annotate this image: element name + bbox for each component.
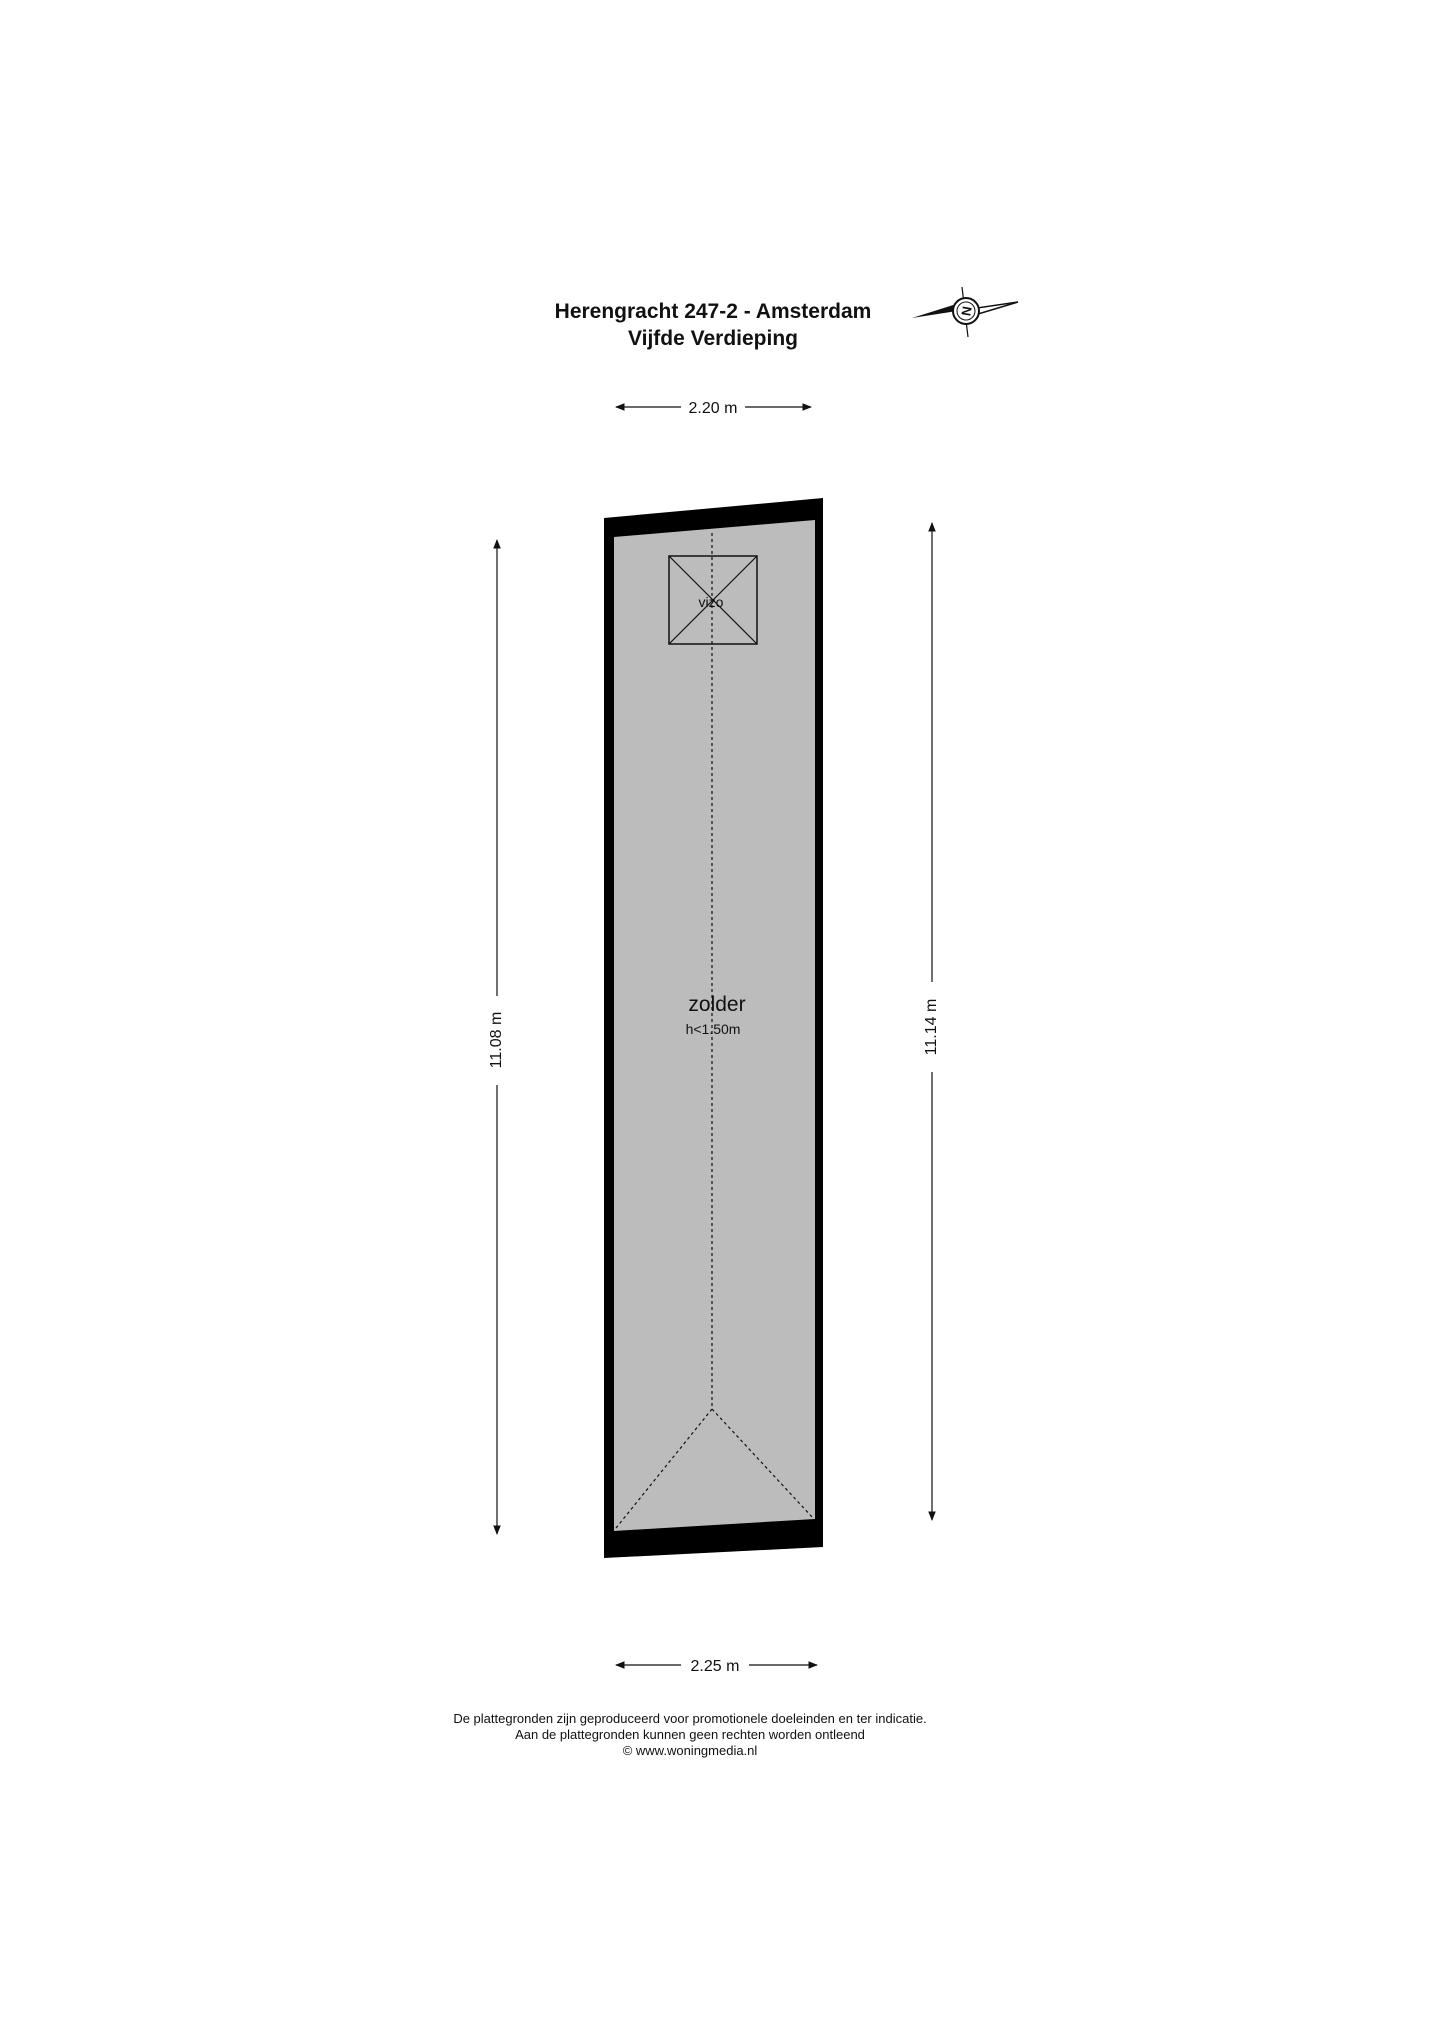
address-title: Herengracht 247-2 - Amsterdam bbox=[554, 300, 872, 323]
dimension-left-label: 11.08 m bbox=[488, 1011, 506, 1069]
dimension-top-label: 2.20 m bbox=[688, 400, 738, 417]
dimension-right bbox=[923, 523, 940, 1520]
room-name: zolder bbox=[688, 993, 746, 1016]
floor-title: Vijfde Verdieping bbox=[628, 327, 798, 350]
dimension-right-label: 11.14 m bbox=[923, 998, 941, 1056]
copyright-line: © www.woningmedia.nl bbox=[622, 1743, 758, 1758]
dimension-bottom bbox=[616, 1658, 817, 1675]
dimension-bottom-label: 2.25 m bbox=[690, 1658, 740, 1675]
disclaimer bbox=[0, 1711, 1380, 1759]
disclaimer-line-2: Aan de plattegronden kunnen geen rechten worden ontleend bbox=[515, 1727, 865, 1742]
north-arrow-icon bbox=[912, 287, 1018, 337]
compass-letter: N bbox=[958, 305, 975, 318]
room-height: h<1.50m bbox=[685, 1021, 741, 1037]
dimension-top bbox=[616, 400, 811, 417]
dimension-left bbox=[488, 540, 505, 1534]
disclaimer-line-1: De plattegronden zijn geproduceerd voor promotionele doeleinden en ter indicatie. bbox=[453, 1711, 927, 1726]
hatch-label: vizo bbox=[698, 594, 724, 610]
